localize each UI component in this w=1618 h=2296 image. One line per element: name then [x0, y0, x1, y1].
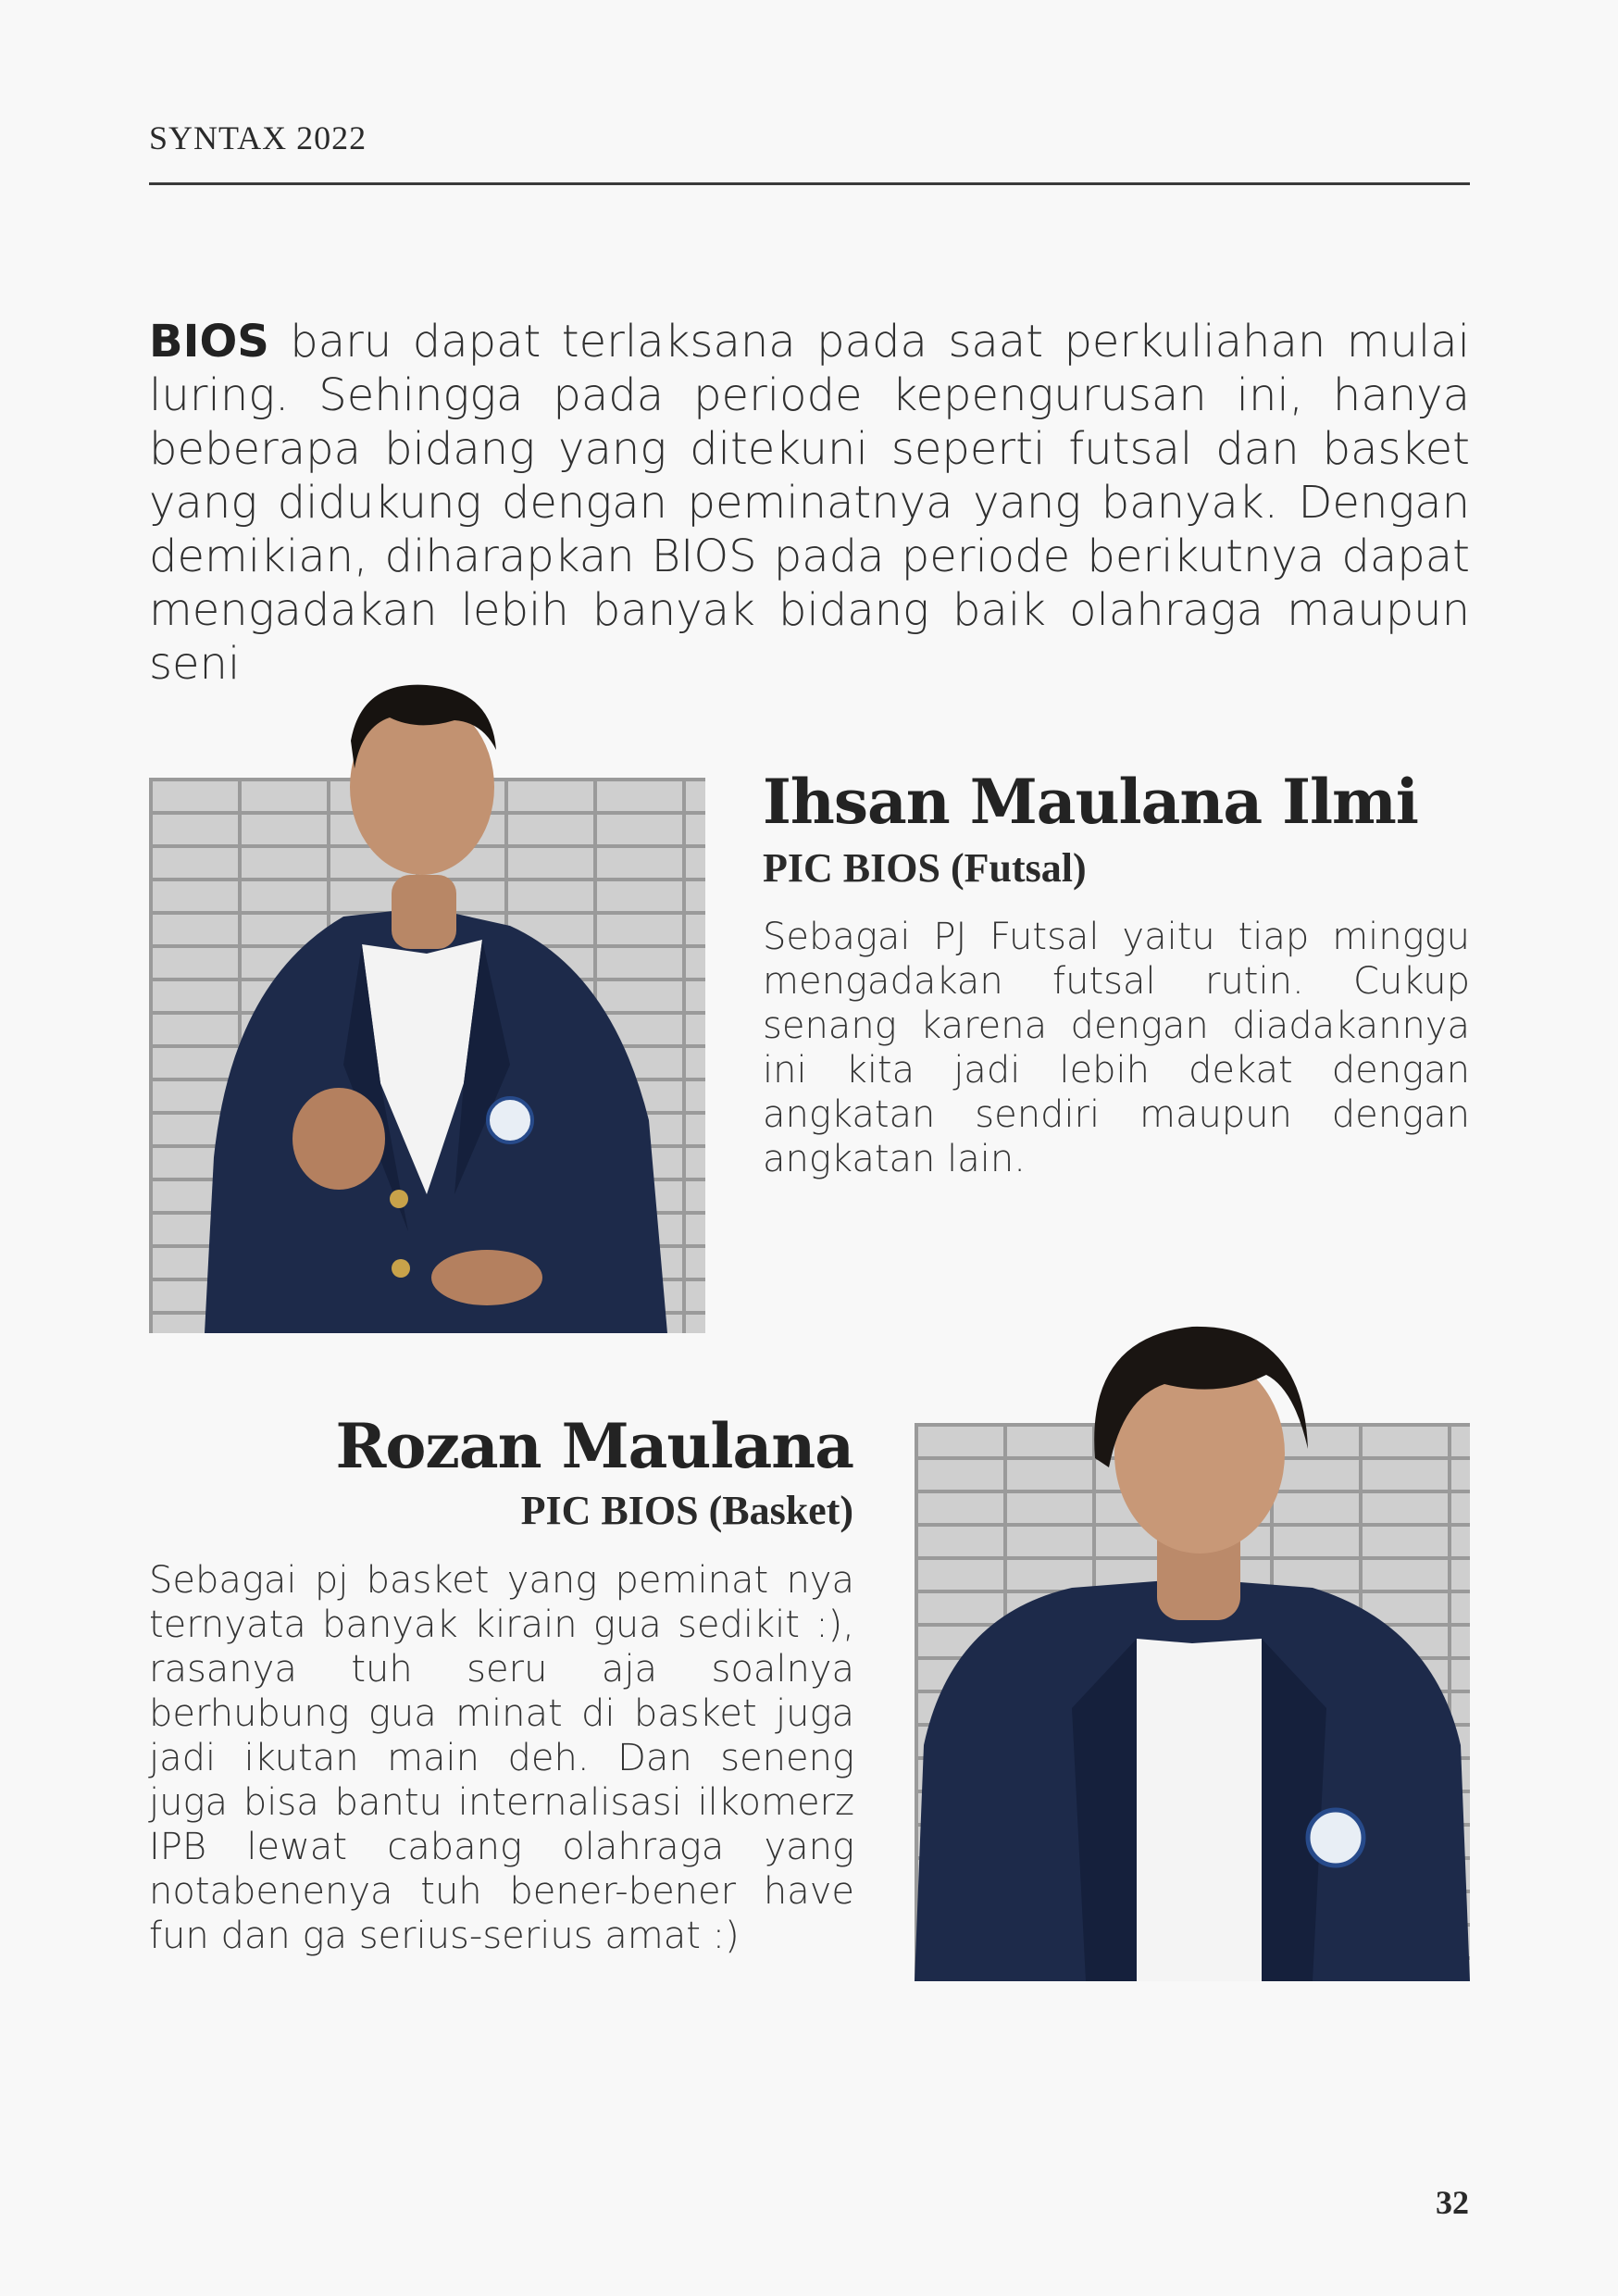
- profile-name: Ihsan Maulana Ilmi: [763, 766, 1418, 838]
- intro-paragraph: [149, 315, 1470, 691]
- profile-role: PIC BIOS (Futsal): [763, 845, 1087, 891]
- person-illustration: [915, 1319, 1470, 1981]
- page-number: 32: [1436, 2184, 1469, 2221]
- profile-photo-rozan: [915, 1319, 1470, 1981]
- header-rule: [149, 182, 1470, 185]
- intro-bold-lead: BIOS: [149, 316, 269, 368]
- person-illustration: [149, 676, 705, 1333]
- profile-photo-ihsan: [149, 676, 705, 1333]
- profile-bio: Sebagai PJ Futsal yaitu tiap minggu mengadakan futsal rutin. Cukup senang karena dengan diadakannya ini kita jadi lebih dekat dengan angkatan sendiri maupun dengan angkatan lain.: [763, 916, 1470, 1180]
- profile-name: Rozan Maulana: [335, 1410, 853, 1482]
- intro-text: baru dapat terlaksana pada saat perkuliahan mulai luring. Sehingga pada periode kepengurusan ini, hanya beberapa bidang yang ditekuni seperti futsal dan basket yang didukung dengan peminatnya yang banyak. Dengan demikian, diharapkan BIOS pada periode berikutnya dapat mengadakan lebih banyak bidang baik olahraga maupun seni: [149, 316, 1470, 690]
- profile-role: PIC BIOS (Basket): [520, 1488, 853, 1533]
- running-title: SYNTAX 2022: [149, 119, 367, 156]
- profile-bio: Sebagai pj basket yang peminat nya ternyata banyak kirain gua sedikit :), rasanya tuh seru aja soalnya berhubung gua minat di basket juga jadi ikutan main deh. Dan seneng juga bisa bantu internalisasi ilkomerz IPB lewat cabang olahraga yang notabenenya tuh bener-bener have fun dan ga serius-serius amat :): [149, 1559, 854, 1957]
